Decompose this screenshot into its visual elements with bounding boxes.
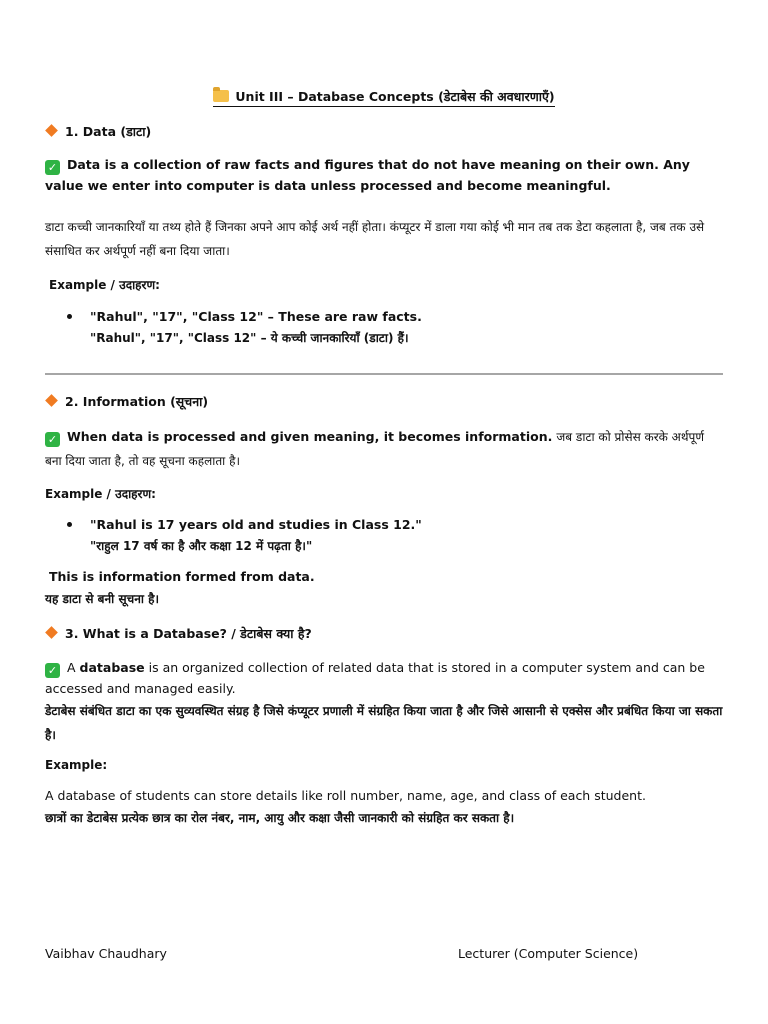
footer-author: Vaibhav Chaudhary bbox=[45, 946, 167, 961]
section-1-definition-en bbox=[45, 154, 723, 196]
section-2-definition-en-text: When data is processed and given meaning, it becomes information. bbox=[67, 429, 553, 444]
section-1-definition-hi: डाटा कच्ची जानकारियाँ या तथ्य होते हैं जिनका अपने आप कोई अर्थ नहीं होता। कंप्यूटर में डाला गया कोई भी मान तब तक डेटा कहलाता है, जब तक उसे संसाधित कर अर्थपूर्ण नहीं बना दिया जाता। bbox=[45, 220, 705, 258]
orange-diamond-icon bbox=[45, 394, 58, 407]
section-3-example-en: A database of students can store details like roll number, name, age, and class of each student. bbox=[45, 788, 646, 803]
title-text: Unit III – Database Concepts (डेटाबेस की अवधारणाएँ) bbox=[235, 89, 555, 104]
section-2-example-label: Example / उदाहरण: bbox=[45, 487, 156, 501]
section-2-note-en: This is information formed from data. bbox=[49, 569, 315, 584]
orange-diamond-icon bbox=[45, 626, 58, 639]
footer-designation: Lecturer (Computer Science) bbox=[458, 946, 639, 961]
bullet-dot bbox=[67, 314, 72, 319]
bullet-dot bbox=[67, 522, 72, 527]
section-2-example-hi: "राहुल 17 वर्ष का है और कक्षा 12 में पढ़ता है।" bbox=[90, 539, 313, 553]
section-1-example-hi-text: "Rahul", "17", "Class 12" – ये कच्ची जानकारियाँ (डाटा) हैं। bbox=[90, 331, 409, 345]
orange-diamond-icon bbox=[45, 124, 58, 137]
section-3-def-keyword: database bbox=[79, 660, 145, 675]
horizontal-divider bbox=[45, 373, 723, 375]
section-2-definition-hi-text: जब डाटा को प्रोसेस करके अर्थपूर्ण बना दिया जाता है, तो वह सूचना कहलाता है। bbox=[45, 430, 705, 468]
section-2-example-en: "Rahul is 17 years old and studies in Class 12." bbox=[90, 517, 422, 532]
section-1-example-en: "Rahul", "17", "Class 12" – These are raw facts. bbox=[90, 309, 422, 324]
section-1-example-label: Example / उदाहरण: bbox=[49, 278, 160, 292]
section-2-definition bbox=[45, 425, 723, 473]
green-check-icon: ✓ bbox=[45, 663, 60, 678]
green-check-icon: ✓ bbox=[45, 160, 60, 175]
section-1-heading bbox=[47, 123, 151, 140]
section-3-heading-text: 3. What is a Database? / डेटाबेस क्या है? bbox=[65, 626, 312, 641]
section-2-note-hi: यह डाटा से बनी सूचना है। bbox=[45, 592, 160, 606]
section-2-heading-text: 2. Information (सूचना) bbox=[65, 394, 209, 409]
folder-icon bbox=[213, 90, 229, 102]
green-check-icon: ✓ bbox=[45, 432, 60, 447]
document-title bbox=[0, 88, 768, 107]
section-3-heading bbox=[47, 625, 312, 642]
section-2-heading bbox=[47, 393, 208, 410]
section-3-definition-hi: डेटाबेस संबंधित डाटा का एक सुव्यवस्थित संग्रह है जिसे कंप्यूटर प्रणाली में संग्रहित किया जाता है और जिसे आसानी से एक्सेस और प्रबंधित किया जा सकता है। bbox=[45, 704, 723, 742]
section-1-definition-en-text: Data is a collection of raw facts and figures that do not have meaning on their own. Any value we enter into computer is data unless processed and become meaningful. bbox=[45, 157, 690, 193]
section-3-example-label: Example: bbox=[45, 758, 108, 772]
section-3-definition-en bbox=[45, 657, 723, 699]
section-3-def-rest: is an organized collection of related data that is stored in a computer system and can be accessed and managed easily. bbox=[45, 660, 705, 696]
section-1-heading-text: 1. Data (डाटा) bbox=[65, 124, 152, 139]
section-3-def-prefix: A bbox=[67, 660, 80, 675]
section-1-example-hi bbox=[90, 328, 409, 349]
section-3-example-hi: छात्रों का डेटाबेस प्रत्येक छात्र का रोल नंबर, नाम, आयु और कक्षा जैसी जानकारी को संग्रहित कर सकता है। bbox=[45, 811, 515, 825]
